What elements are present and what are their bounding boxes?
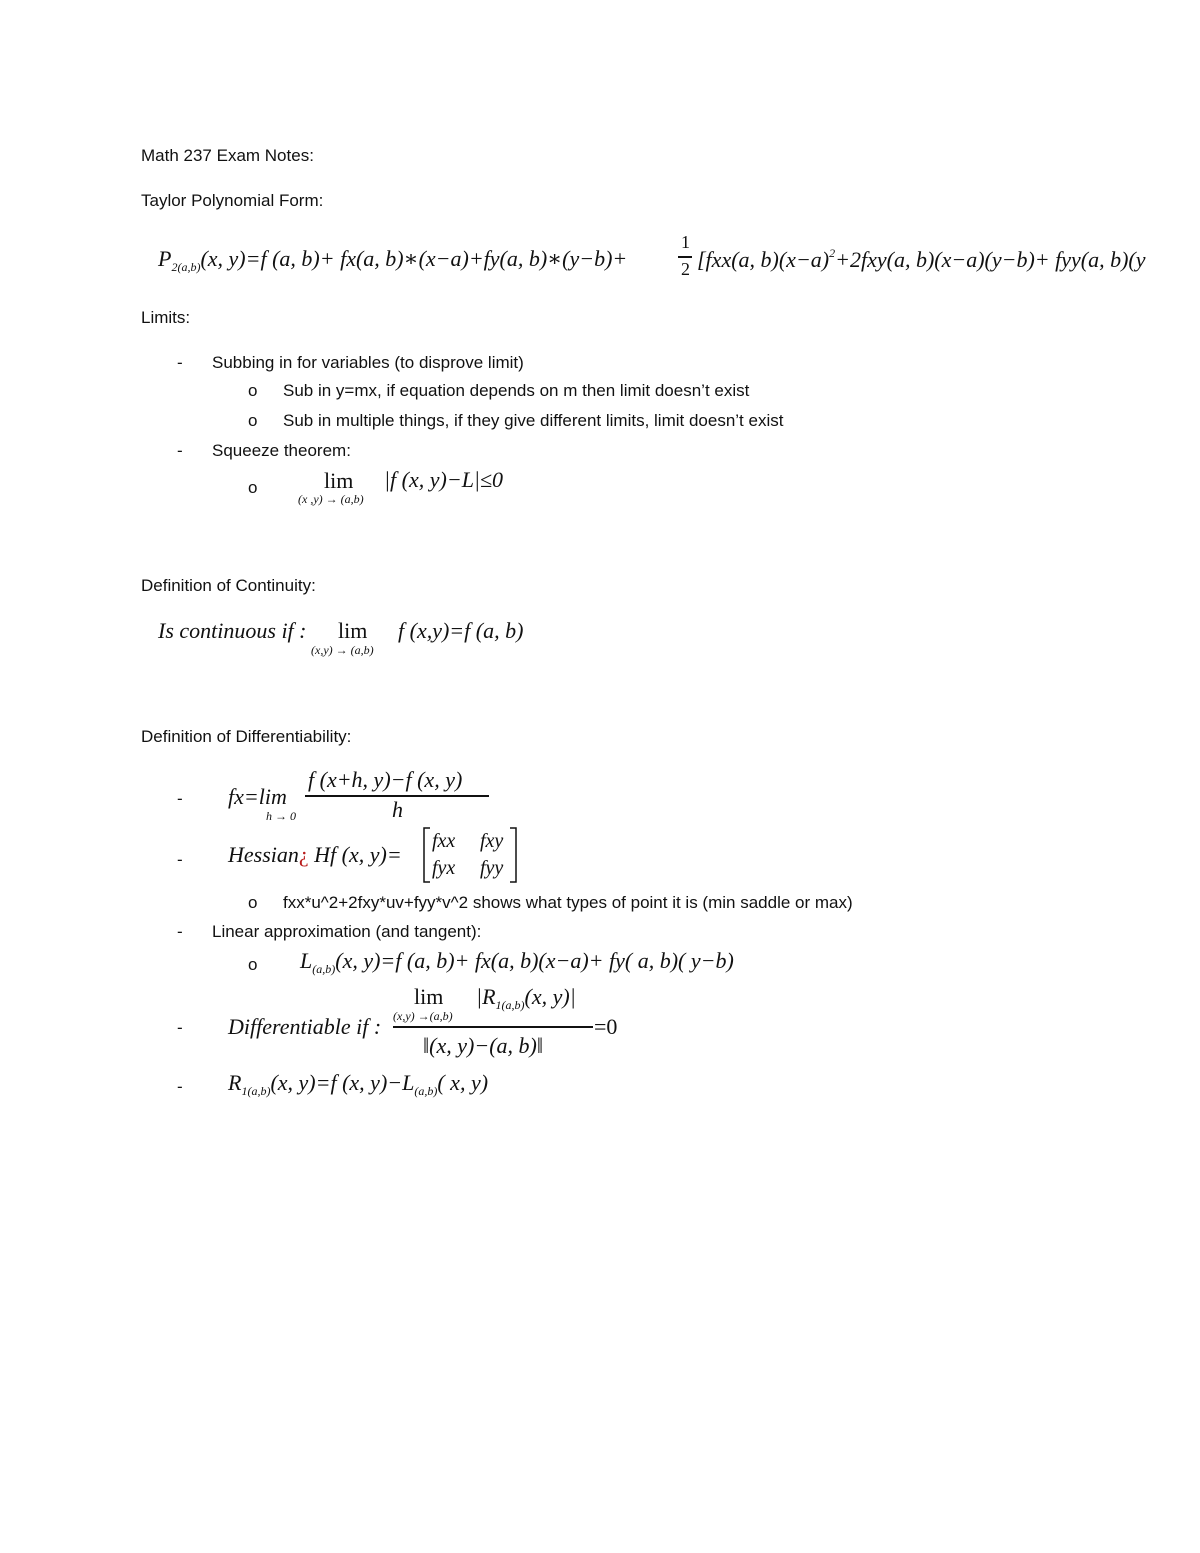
- squeeze-lim: lim: [324, 468, 354, 493]
- dash-marker: -: [177, 1018, 183, 1037]
- hessian-expr: Hf (x, y)=: [314, 842, 402, 867]
- taylor-frac-num: 1: [681, 232, 690, 252]
- remainder-expr: (x, y)=f (x, y)−L: [270, 1070, 415, 1095]
- hessian-m21: fyx: [432, 857, 456, 879]
- fx-under: h → 0: [266, 809, 296, 823]
- dash-marker: -: [177, 441, 183, 460]
- bullet-marker: o: [248, 478, 258, 497]
- diff-denominator: ‖(x, y)−(a, b)‖: [423, 1033, 544, 1058]
- remainder-end: ( x, y): [437, 1070, 489, 1095]
- taylor-right: [fxx(a, b)(x−a): [697, 247, 830, 272]
- taylor-frac-den: 2: [681, 259, 690, 279]
- taylor-formula-right: [697, 246, 1146, 273]
- limits-item-subbing: Subbing in for variables (to disprove limit): [212, 353, 524, 372]
- hessian-label: Hessian: [228, 842, 299, 867]
- linear-heading: Linear approximation (and tangent):: [212, 922, 482, 941]
- remainder-L-sub: (a,b): [414, 1084, 438, 1098]
- dash-marker: -: [177, 789, 183, 808]
- taylor-formula: [158, 246, 627, 275]
- taylor-p: P: [158, 246, 172, 271]
- linear-sub: (a,b): [312, 962, 336, 976]
- linear-L: L: [300, 948, 313, 973]
- limits-subitem-mx: Sub in y=mx, if equation depends on m then limit doesn’t exist: [283, 381, 750, 400]
- hessian-m11: fxx: [432, 830, 456, 852]
- bullet-marker: o: [248, 411, 258, 430]
- bullet-marker: o: [248, 893, 258, 912]
- diff-R: R: [482, 984, 496, 1009]
- linear-expr: (x, y)=f (a, b)+ fx(a, b)(x−a)+ fy( a, b)( y−b): [335, 948, 734, 973]
- limits-item-squeeze: Squeeze theorem:: [212, 441, 351, 460]
- continuity-expr: f (x,y)=f (a, b): [398, 618, 524, 643]
- hessian-m22: fyy: [480, 857, 504, 879]
- fx-numerator: f (x+h, y)−f (x, y): [308, 767, 463, 792]
- limits-subitem-multiple: Sub in multiple things, if they give different limits, limit doesn’t exist: [283, 411, 784, 430]
- bullet-marker: o: [248, 955, 258, 974]
- taylor-square: 2: [829, 246, 836, 260]
- hessian-m12: fxy: [480, 830, 504, 852]
- dash-marker: -: [177, 850, 183, 869]
- hessian-note: fxx*u^2+2fxy*uv+fyy*v^2 shows what types of point it is (min saddle or max): [283, 893, 853, 912]
- taylor-frac-bar: [678, 256, 692, 258]
- continuity-lim: lim: [338, 618, 368, 643]
- taylor-main: (x, y)=f (a, b)+ fx(a, b)∗(x−a)+fy(a, b)∗(y−b)+: [200, 246, 628, 271]
- taylor-subscript: 2(a,b): [171, 260, 201, 274]
- diff-prefix: Differentiable if :: [228, 1014, 382, 1039]
- linear-formula: [300, 948, 734, 977]
- limits-heading: Limits:: [141, 308, 191, 327]
- hessian-line: [228, 842, 402, 868]
- remainder-formula: [228, 1070, 488, 1099]
- hessian-glyph: ¿: [298, 842, 309, 867]
- bullet-marker: o: [248, 381, 258, 400]
- continuity-prefix: Is continuous if :: [158, 618, 307, 643]
- dash-marker: -: [177, 922, 183, 941]
- squeeze-lim-under: (x ,y) → (a,b): [298, 492, 364, 506]
- fx-left: fx=lim: [228, 784, 287, 809]
- remainder-R: R: [228, 1070, 242, 1095]
- diff-equals-zero: =0: [594, 1014, 618, 1039]
- taylor-end: +2fxy(a, b)(x−a)(y−b)+ fyy(a, b)(y: [835, 247, 1146, 272]
- squeeze-expr: |f (x, y)−L|≤0: [384, 467, 504, 492]
- taylor-heading: Taylor Polynomial Form:: [141, 191, 324, 210]
- continuity-heading: Definition of Continuity:: [141, 576, 316, 595]
- remainder-R-sub: 1(a,b): [241, 1084, 271, 1098]
- page-title: Math 237 Exam Notes:: [141, 146, 314, 165]
- diff-R-sub: 1(a,b): [495, 998, 525, 1012]
- diff-lim: lim: [414, 984, 444, 1009]
- diff-lim-under: (x,y) →(a,b): [393, 1009, 453, 1023]
- continuity-lim-under: (x,y) → (a,b): [311, 643, 374, 657]
- differentiability-heading: Definition of Differentiability:: [141, 727, 352, 746]
- diff-numerator: $|R_{1(a,b)}(x$, y)|: [476, 984, 576, 1012]
- diff-num-expr: (x, y): [524, 984, 570, 1009]
- dash-marker: -: [177, 353, 183, 372]
- dash-marker: -: [177, 1077, 183, 1096]
- diff-frac-bar: [393, 1026, 593, 1028]
- fx-denominator: h: [392, 797, 403, 822]
